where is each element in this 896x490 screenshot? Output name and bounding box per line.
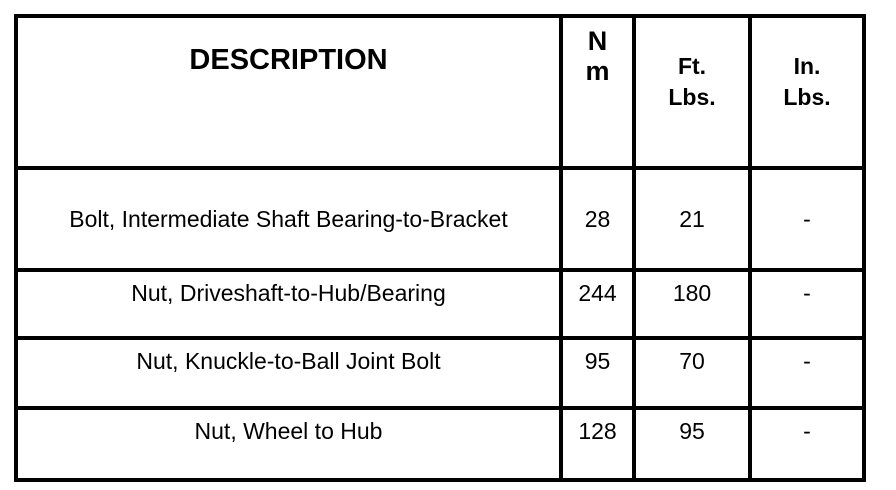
row-nm-value: 28 bbox=[561, 168, 634, 270]
header-description: DESCRIPTION bbox=[16, 16, 561, 168]
row-in-lbs-value: - bbox=[750, 338, 864, 408]
row-ft-lbs-value: 180 bbox=[634, 270, 750, 338]
header-in-lbs bbox=[750, 16, 864, 168]
row-description: Nut, Knuckle-to-Ball Joint Bolt bbox=[16, 338, 561, 408]
table-row bbox=[16, 408, 864, 480]
header-ft-line2: Lbs. bbox=[668, 84, 716, 110]
row-ft-lbs-value: 95 bbox=[634, 408, 750, 480]
header-ft-lbs bbox=[634, 16, 750, 168]
row-description: Bolt, Intermediate Shaft Bearing-to-Bracket bbox=[16, 168, 561, 270]
row-nm-value: 244 bbox=[561, 270, 634, 338]
row-in-lbs-value: - bbox=[750, 270, 864, 338]
table-row bbox=[16, 338, 864, 408]
table-header-row bbox=[16, 16, 864, 168]
row-description: Nut, Driveshaft-to-Hub/Bearing bbox=[16, 270, 561, 338]
torque-spec-table bbox=[14, 14, 866, 482]
row-nm-value: 95 bbox=[561, 338, 634, 408]
table-row bbox=[16, 168, 864, 270]
header-nm bbox=[561, 16, 634, 168]
header-nm-line1: N bbox=[587, 26, 608, 56]
header-ft-line1: Ft. bbox=[677, 53, 707, 79]
row-ft-lbs-value: 21 bbox=[634, 168, 750, 270]
row-nm-value: 128 bbox=[561, 408, 634, 480]
header-nm-line2: m bbox=[585, 56, 610, 86]
table-row bbox=[16, 270, 864, 338]
row-description: Nut, Wheel to Hub bbox=[16, 408, 561, 480]
row-in-lbs-value: - bbox=[750, 408, 864, 480]
row-in-lbs-value: - bbox=[750, 168, 864, 270]
row-ft-lbs-value: 70 bbox=[634, 338, 750, 408]
header-in-line1: In. bbox=[793, 53, 821, 79]
header-in-line2: Lbs. bbox=[783, 84, 831, 110]
